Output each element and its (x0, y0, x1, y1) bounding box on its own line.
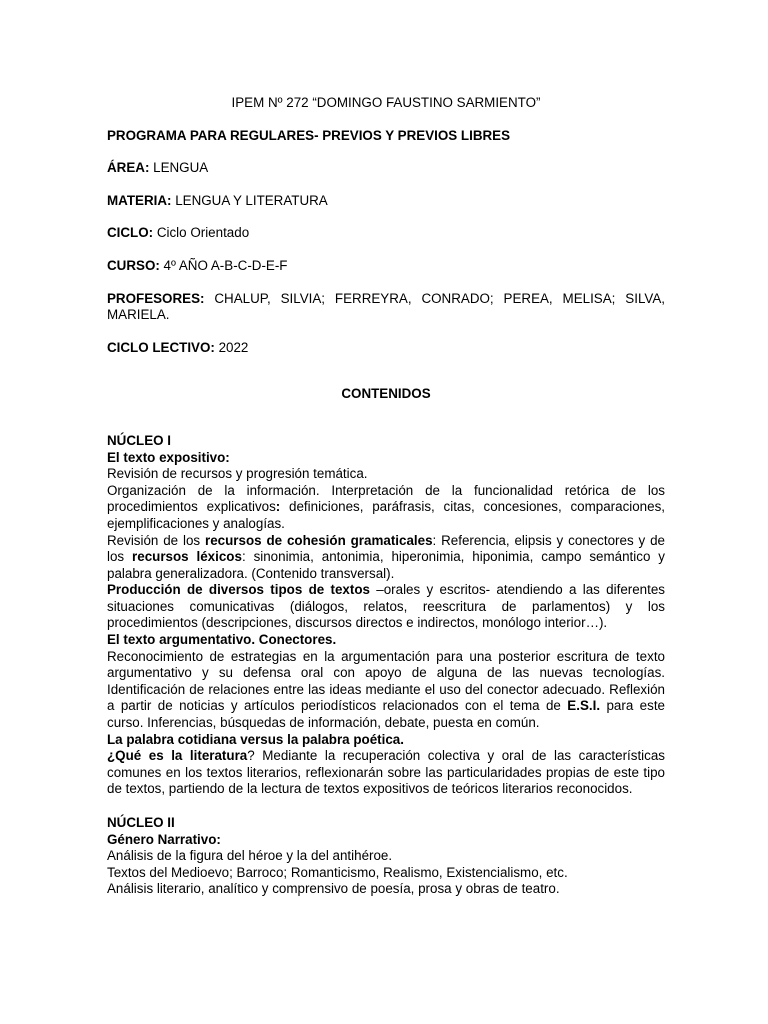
nucleo1-paragraph (107, 582, 665, 632)
spacer (107, 798, 665, 815)
materia-line (107, 193, 665, 210)
ciclo-lectivo-label: CICLO LECTIVO: (107, 339, 215, 355)
paragraph-text: ? Mediante la recuperación colectiva y oral de las características comunes en los textos literarios, reflexionarán sobre las particularidades propias de este tipo de textos, partiendo de la lectura de textos expositivos de teóricos literarios reconocidos. (107, 748, 665, 797)
nucleo1-paragraph (107, 533, 665, 583)
paragraph-text: ¿Qué es la literatura (107, 748, 248, 764)
argumentativo-heading: El texto argumentativo. Conectores. (107, 632, 337, 648)
curso-label: CURSO: (107, 257, 160, 273)
paragraph-text: : Referencia, elipsis y conectores y de los (107, 532, 665, 565)
nucleo1-paragraph: Revisión de recursos y progresión temática. (107, 466, 368, 482)
paragraph-text: para este curso. Inferencias, búsquedas de información, debate, puesta en común. (107, 698, 665, 731)
ciclo-lectivo-line (107, 340, 665, 357)
profesores-line (107, 291, 665, 324)
paragraph-text: Revisión de los (107, 532, 206, 548)
ciclo-lectivo-value: 2022 (214, 339, 249, 355)
nucleo1-paragraph (107, 483, 665, 533)
paragraph-text: recursos de cohesión gramaticales (205, 532, 433, 548)
institution-title: IPEM Nº 272 “DOMINGO FAUSTINO SARMIENTO” (231, 95, 541, 110)
profesores-value: CHALUP, SILVIA; FERREYRA, CONRADO; PEREA, MELISA; SILVA, MARIELA. (107, 290, 665, 323)
paragraph-text: recursos léxicos (132, 549, 242, 565)
program-title: PROGRAMA PARA REGULARES- PREVIOS Y PREVIOS LIBRES (107, 127, 511, 143)
materia-label: MATERIA: (107, 192, 172, 208)
curso-value: 4º AÑO A-B-C-D-E-F (159, 257, 288, 273)
spacer (107, 356, 665, 386)
nucleo1-title: NÚCLEO I (107, 432, 171, 448)
nucleo2-paragraph: Textos del Medioevo; Barroco; Romanticismo, Realismo, Existencialismo, etc. (107, 864, 568, 880)
contenidos-title: CONTENIDOS (341, 386, 431, 402)
ciclo-line (107, 225, 665, 242)
paragraph-text: : (275, 499, 281, 515)
materia-value: LENGUA Y LITERATURA (171, 192, 328, 208)
paragraph-text: Reconocimiento de estrategias en la argumentación para una posterior escritura de texto argumentativo y su defensa oral con apoyo de alguna de las nuevas tecnologías. Identificación de relaciones entre las ideas mediante el uso del conector adecuado. Reflexión a partir de noticias y artículos periodísticos relacionados con el tema de (107, 648, 665, 714)
ciclo-value: Ciclo Orientado (153, 225, 250, 241)
spacer (107, 403, 665, 433)
paragraph-text: : sinonimia, antonimia, hiperonimia, hiponimia, campo semántico y palabra generalizadora. (Contenido transversal). (107, 549, 665, 581)
profesores-label: PROFESORES: (107, 290, 205, 306)
paragraph-text: E.S.I. (567, 698, 601, 714)
paragraph-text: Producción de diversos tipos de textos (107, 582, 370, 598)
area-line (107, 160, 665, 177)
genero-heading: Género Narrativo: (107, 831, 221, 847)
ciclo-label: CICLO: (107, 225, 154, 241)
curso-line (107, 258, 665, 275)
nucleo1-paragraph (107, 748, 665, 798)
area-label: ÁREA: (107, 160, 150, 176)
paragraph-text: definiciones, paráfrasis, citas, concesiones, comparaciones, ejemplificaciones y analogías. (107, 499, 665, 531)
document-body (107, 95, 665, 898)
palabra-heading: La palabra cotidiana versus la palabra poética. (107, 731, 404, 747)
nucleo2-title: NÚCLEO II (107, 815, 175, 830)
expositivo-heading: El texto expositivo: (107, 449, 230, 465)
paragraph-text: –orales y escritos- atendiendo a las diferentes situaciones comunicativas (diálogos, relatos, reescritura de parlamentos) y los procedimientos (descripciones, discursos directos e indirectos, monólogo interior…). (107, 582, 665, 631)
nucleo1-paragraph (107, 649, 665, 732)
nucleo2-paragraph: Análisis de la figura del héroe y la del antihéroe. (107, 848, 393, 864)
paragraph-text: Organización de la información. Interpretación de la funcionalidad retórica de los procedimientos explicativos (107, 482, 665, 515)
nucleo2-paragraph: Análisis literario, analítico y comprensivo de poesía, prosa y obras de teatro. (107, 881, 560, 897)
area-value: LENGUA (149, 160, 209, 176)
